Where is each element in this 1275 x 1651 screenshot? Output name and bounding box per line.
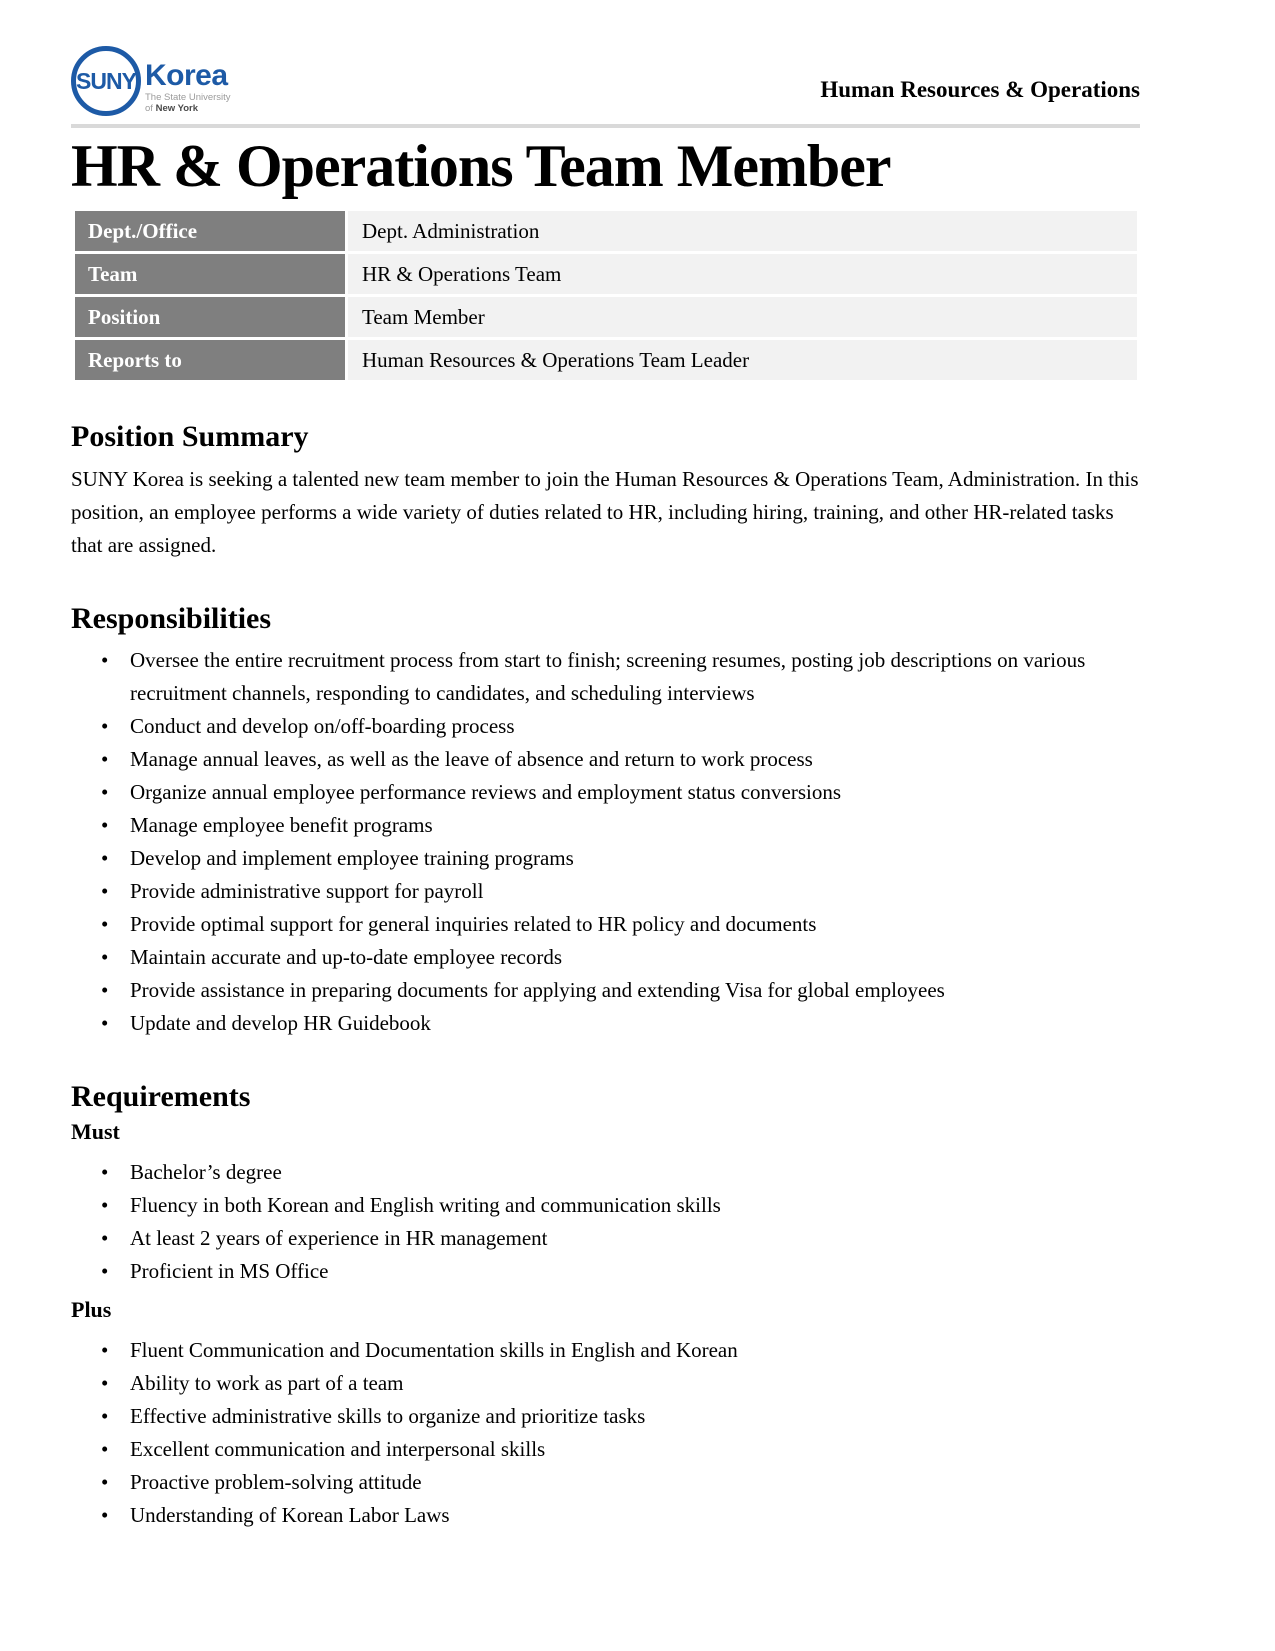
- bullet-item: • Understanding of Korean Labor Laws: [71, 1499, 1140, 1532]
- bullet-item: • Manage annual leaves, as well as the leave of absence and return to work process: [71, 743, 1140, 776]
- requirements-must-label: Must: [71, 1119, 120, 1144]
- header-divider: [71, 124, 1140, 128]
- logo-tagline: [145, 92, 231, 114]
- bullet-item: • Bachelor’s degree: [71, 1156, 1140, 1189]
- table-row-value: Dept. Administration: [348, 211, 1137, 251]
- bullet-item: • Provide optimal support for general inquiries related to HR policy and documents: [71, 908, 1140, 941]
- page-title: HR & Operations Team Member: [71, 133, 891, 199]
- bullet-item: • Provide administrative support for payroll: [71, 875, 1140, 908]
- bullet-item: • Oversee the entire recruitment process from start to finish; screening resumes, posting job descriptions on various recruitment channels, responding to candidates, and scheduling interviews: [71, 644, 1140, 710]
- position-summary-text: SUNY Korea is seeking a talented new team member to join the Human Resources & Operations Team, Administration. In this position, an employee performs a wide variety of duties related to HR, including hiring, training, and other HR-related tasks that are assigned.: [71, 467, 1139, 557]
- logo-brand-text: Korea: [145, 59, 228, 92]
- bullet-item: • Develop and implement employee training programs: [71, 842, 1140, 875]
- responsibilities-list: [71, 644, 1140, 1040]
- position-info-table: [75, 211, 1137, 380]
- suny-logo-text: SUNY: [76, 67, 136, 94]
- table-row-label: Dept./Office: [75, 211, 345, 251]
- header-department-title: Human Resources & Operations: [820, 77, 1140, 102]
- requirements-plus-label: Plus: [71, 1297, 112, 1322]
- responsibilities-section: [71, 602, 1140, 1040]
- position-summary-heading: Position Summary: [71, 420, 309, 453]
- bullet-item: • Ability to work as part of a team: [71, 1367, 1140, 1400]
- bullet-item: • Update and develop HR Guidebook: [71, 1007, 1140, 1040]
- bullet-item: • Fluent Communication and Documentation skills in English and Korean: [71, 1334, 1140, 1367]
- bullet-item: • At least 2 years of experience in HR management: [71, 1222, 1140, 1255]
- logo-tagline-line1: The State University: [145, 92, 231, 103]
- table-row-value: Team Member: [348, 297, 1137, 337]
- bullet-item: • Provide assistance in preparing documents for applying and extending Visa for global employees: [71, 974, 1140, 1007]
- requirements-section: [71, 1080, 1140, 1532]
- requirements-heading: Requirements: [71, 1080, 251, 1113]
- table-row-label: Reports to: [75, 340, 345, 380]
- suny-logo-circle-icon: [71, 46, 141, 116]
- bullet-item: • Maintain accurate and up-to-date employee records: [71, 941, 1140, 974]
- suny-korea-logo: [71, 46, 231, 116]
- bullet-item: • Conduct and develop on/off-boarding process: [71, 710, 1140, 743]
- responsibilities-heading: Responsibilities: [71, 602, 272, 635]
- logo-wordmark: [145, 48, 231, 114]
- requirements-must-list: [71, 1156, 1140, 1288]
- bullet-item: • Excellent communication and interpersonal skills: [71, 1433, 1140, 1466]
- bullet-item: • Proficient in MS Office: [71, 1255, 1140, 1288]
- logo-tagline-line2: of New York: [145, 103, 198, 114]
- page-header: [71, 44, 1140, 118]
- table-row-value: HR & Operations Team: [348, 254, 1137, 294]
- requirements-plus-list: [71, 1334, 1140, 1532]
- bullet-item: • Fluency in both Korean and English writing and communication skills: [71, 1189, 1140, 1222]
- bullet-item: • Effective administrative skills to organize and prioritize tasks: [71, 1400, 1140, 1433]
- bullet-item: • Proactive problem-solving attitude: [71, 1466, 1140, 1499]
- table-row-value: Human Resources & Operations Team Leader: [348, 340, 1137, 380]
- bullet-item: • Organize annual employee performance reviews and employment status conversions: [71, 776, 1140, 809]
- table-row-label: Team: [75, 254, 345, 294]
- table-row-label: Position: [75, 297, 345, 337]
- position-summary-section: [71, 420, 1140, 562]
- document-page: [71, 0, 1140, 1532]
- bullet-item: • Manage employee benefit programs: [71, 809, 1140, 842]
